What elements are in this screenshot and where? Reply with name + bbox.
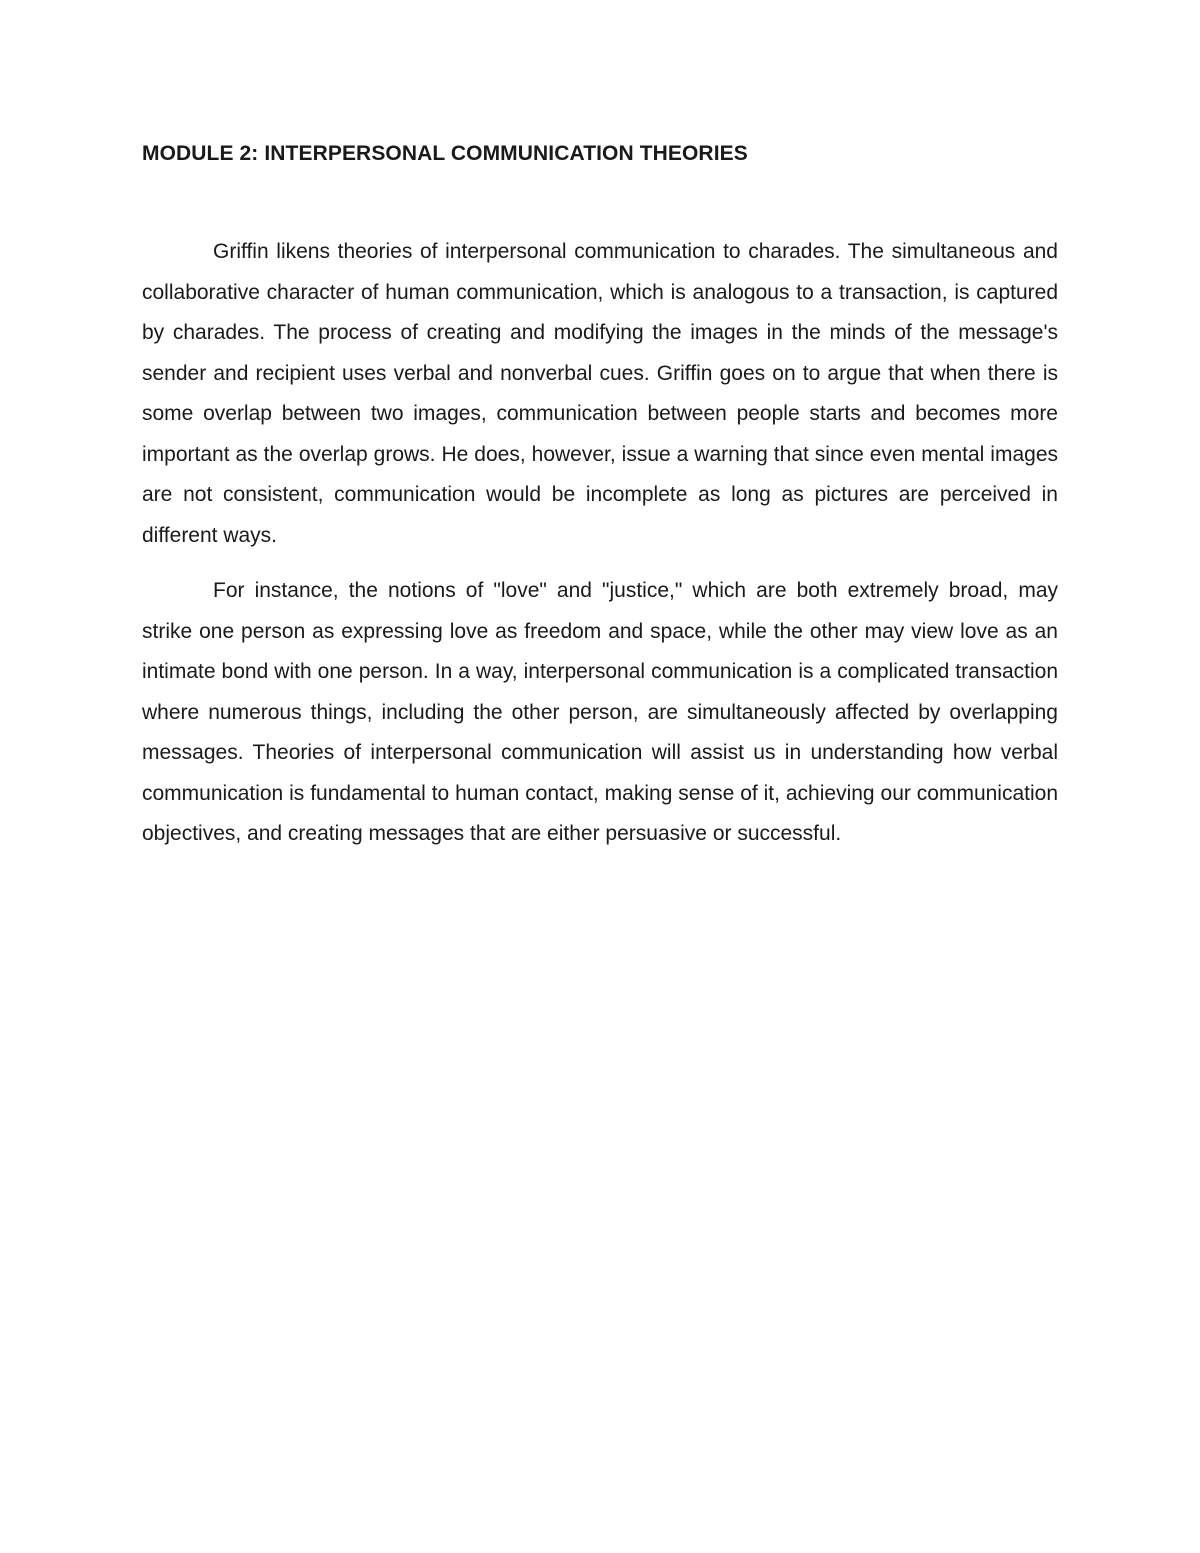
- document-body: [142, 140, 1058, 870]
- paragraph-griffin-charades: Griffin likens theories of interpersonal communication to charades. The simultaneous and collaborative character of human communication, which is analogous to a transaction, is captured by charades. The process of creating and modifying the images in the minds of the message's sender and recipient uses verbal and nonverbal cues. Griffin goes on to argue that when there is some overlap between two images, communication between people starts and becomes more important as the overlap grows. He does, however, issue a warning that since even mental images are not consistent, communication would be incomplete as long as pictures are perceived in different ways.: [142, 240, 1058, 547]
- paragraph-love-justice-example: For instance, the notions of "love" and "justice," which are both extremely broad, may strike one person as expressing love as freedom and space, while the other may view love as an intimate bond with one person. In a way, interpersonal communication is a complicated transaction where numerous things, including the other person, are simultaneously affected by overlapping messages. Theories of interpersonal communication will assist us in understanding how verbal communication is fundamental to human contact, making sense of it, achieving our communication objectives, and creating messages that are either persuasive or successful.: [142, 579, 1058, 845]
- module-title: MODULE 2: INTERPERSONAL COMMUNICATION THEORIES: [142, 142, 748, 165]
